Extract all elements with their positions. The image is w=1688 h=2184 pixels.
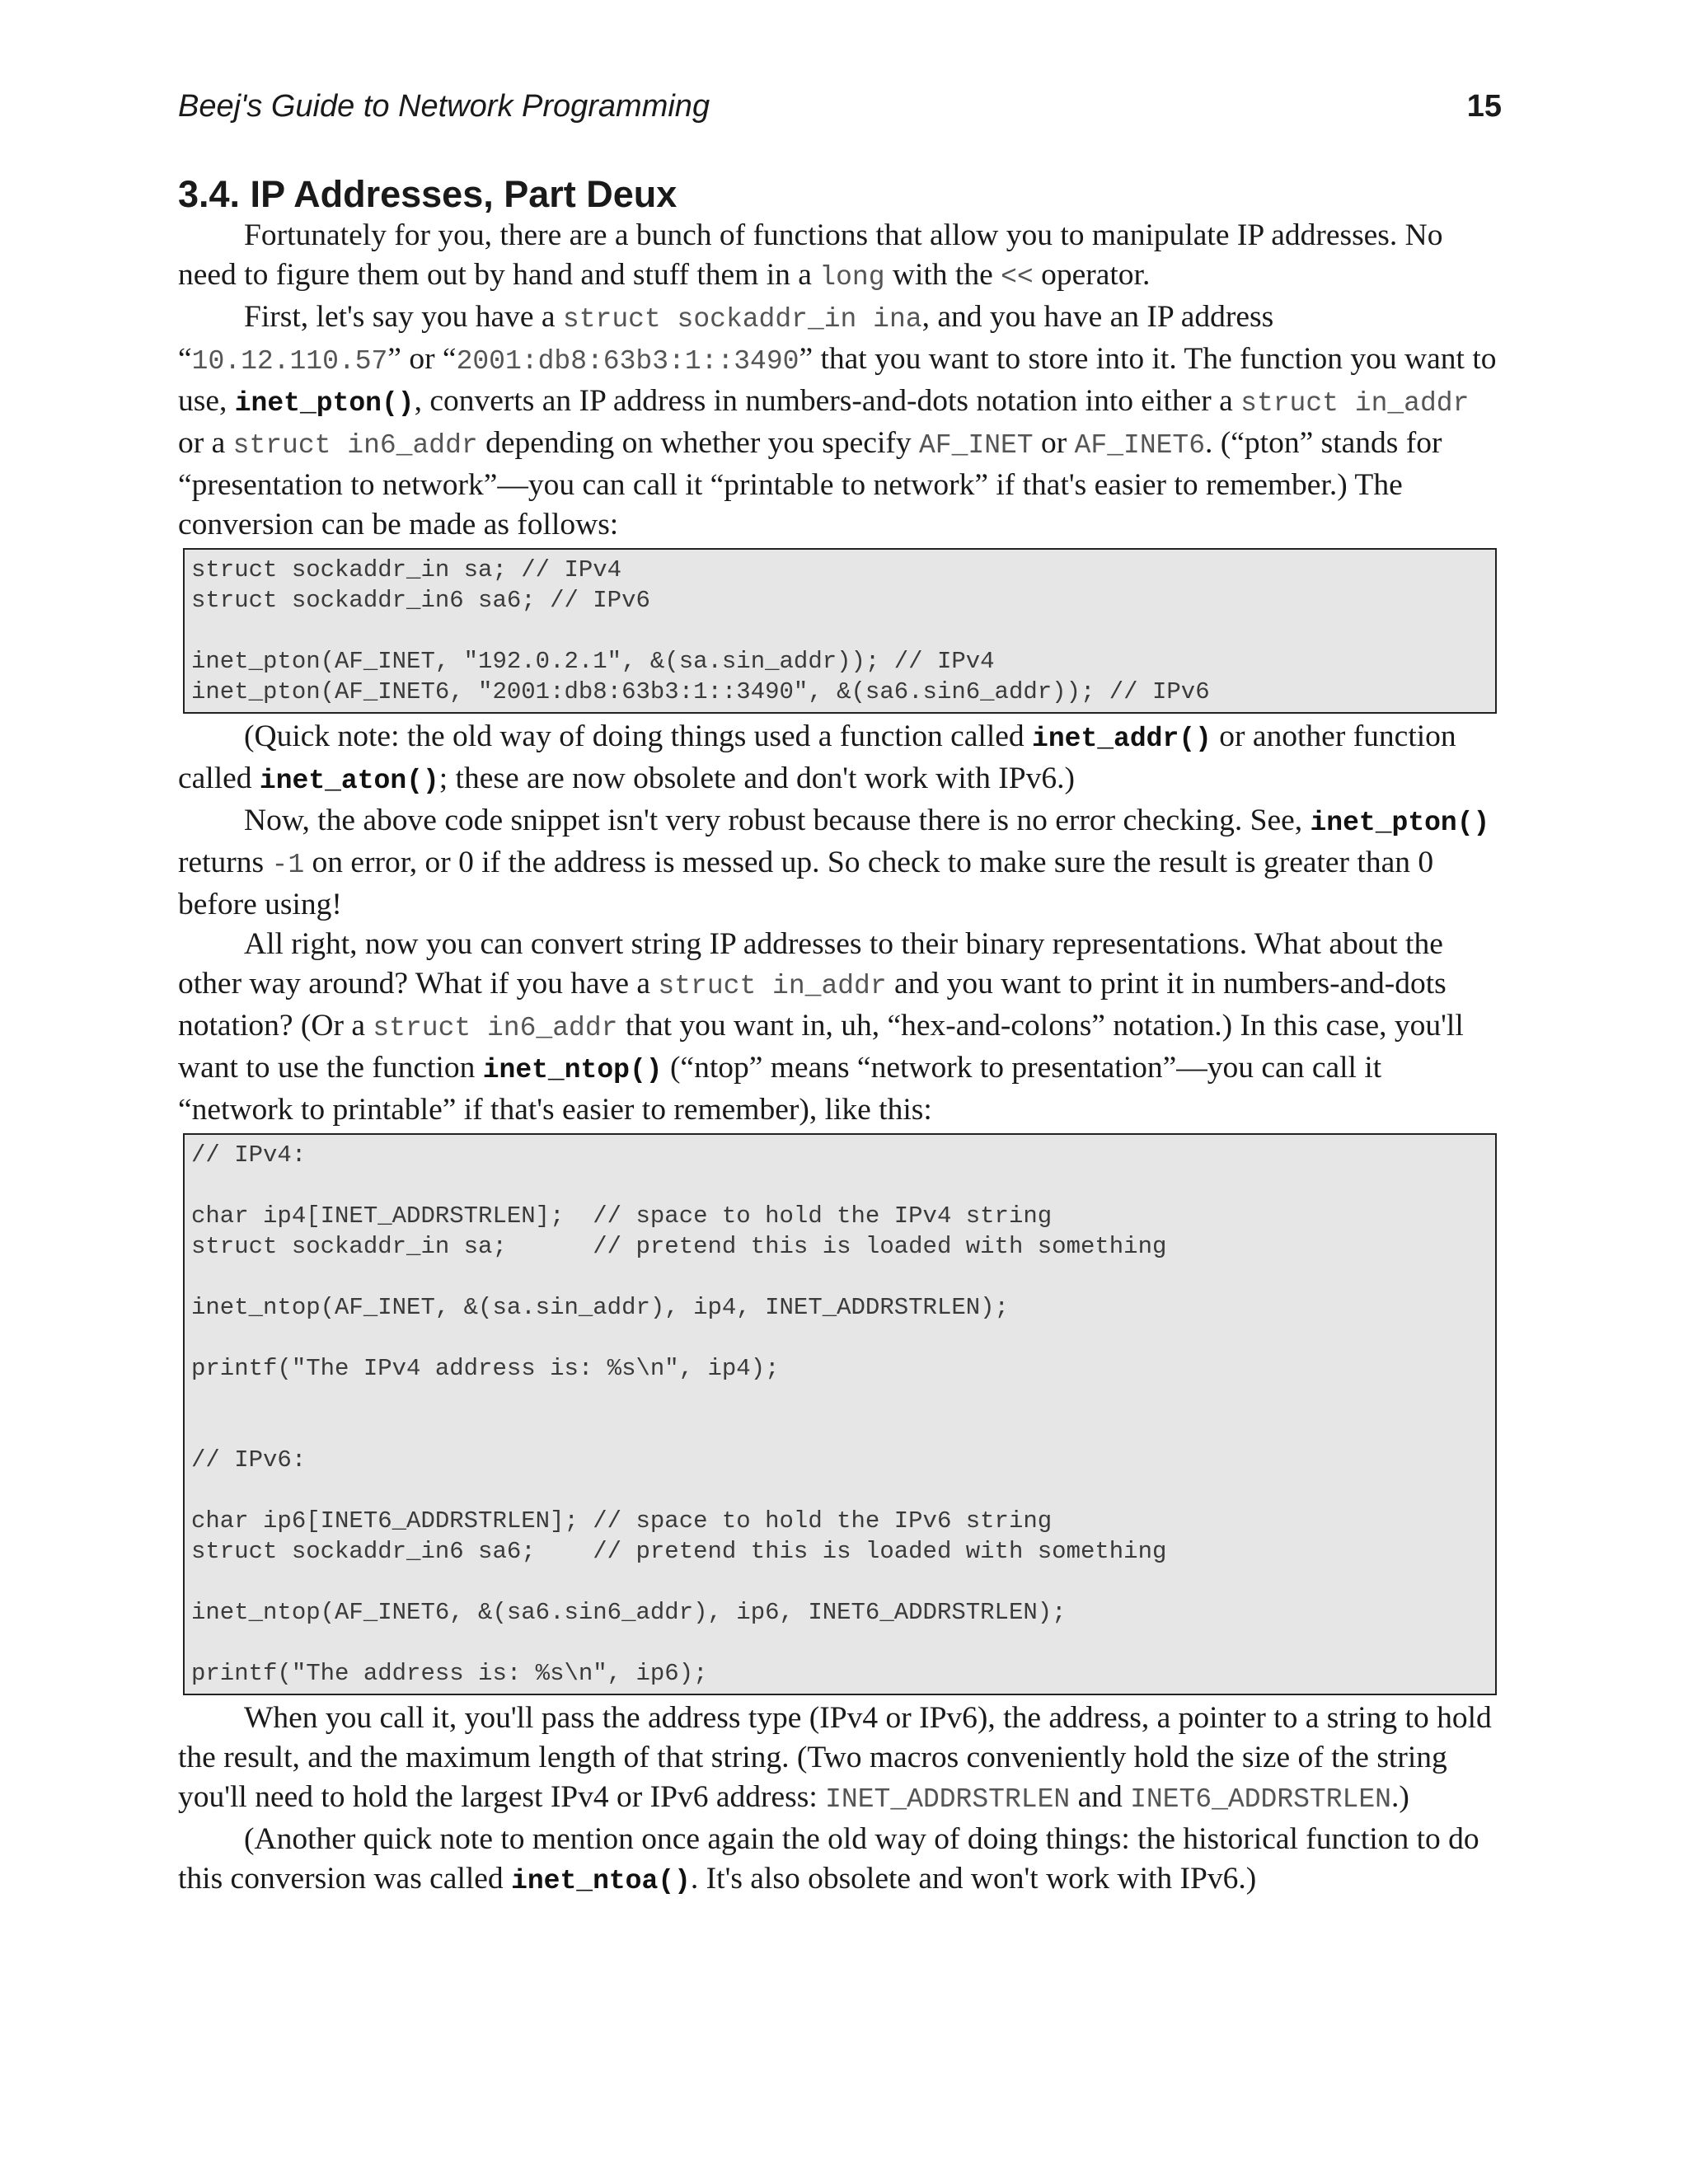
paragraph-4: Now, the above code snippet isn't very robust because there is no error checking. See, inet_pton() returns -1 on error, or 0 if the address is messed up. So check to make sure the result is greater than 0 before using! <box>178 804 1490 921</box>
paragraph-3: (Quick note: the old way of doing things used a function called inet_addr() or another function called inet_aton(); these are now obsolete and don't work with IPv6.) <box>178 719 1456 796</box>
inline-code: struct in6_addr <box>373 1013 618 1043</box>
page-number: 15 <box>1466 89 1502 124</box>
code-line: inet_pton(AF_INET, "192.0.2.1", &(sa.sin_addr)); // IPv4 <box>191 648 995 675</box>
code-line: struct sockaddr_in6 sa6; // pretend this is loaded with something <box>191 1538 1167 1565</box>
code-line <box>191 1628 1489 1658</box>
code-line: printf("The IPv4 address is: %s\n", ip4); <box>191 1355 780 1382</box>
code-line: struct sockaddr_in sa; // pretend this is loaded with something <box>191 1233 1167 1260</box>
code-line <box>191 1384 1489 1414</box>
code-line <box>191 1475 1489 1506</box>
inline-code: struct sockaddr_in ina <box>562 304 922 335</box>
inline-code: 10.12.110.57 <box>191 346 388 377</box>
inline-code: << <box>1001 262 1034 293</box>
inline-code: struct in_addr <box>1240 388 1470 419</box>
code-line <box>191 1567 1489 1597</box>
code-block-ntop <box>183 1133 1497 1695</box>
code-line: // IPv4: <box>191 1141 307 1169</box>
function-name: inet_ntop() <box>482 1055 663 1085</box>
code-line: printf("The address is: %s\n", ip6); <box>191 1660 708 1687</box>
function-name: inet_pton() <box>234 388 415 419</box>
code-line <box>191 1323 1489 1353</box>
inline-code: struct in_addr <box>658 971 887 1001</box>
paragraph-1: Fortunately for you, there are a bunch of functions that allow you to manipulate IP addresses. No need to figure them out by hand and stuff them in a long with the << operator. <box>178 218 1443 293</box>
inline-code: long <box>819 262 885 293</box>
code-line: // IPv6: <box>191 1446 307 1474</box>
paragraph-2: First, let's say you have a struct sockaddr_in ina, and you have an IP address “10.12.110.57” or “2001:db8:63b3:1::3490” that you want to store into it. The function you want to use, inet_pton(), converts an IP address in numbers-and-dots notation into either a struct in_addr or a struct in6_addr depending on whether you specify AF_INET or AF_INET6. (“pton” stands for “presentation to network”—you can call it “printable to network” if that's easier to remember.) The conversion can be made as follows: <box>178 300 1497 541</box>
code-line: inet_ntop(AF_INET6, &(sa6.sin6_addr), ip6, INET6_ADDRSTRLEN); <box>191 1599 1067 1626</box>
running-header <box>178 89 1502 138</box>
paragraph-6: When you call it, you'll pass the address type (IPv4 or IPv6), the address, a pointer to a string to hold the result, and the maximum length of that string. (Two macros conveniently hold the size of the string you'll need to hold the largest IPv4 or IPv6 address: INET_ADDRSTRLEN and INET6_ADDRSTRLEN.) <box>178 1701 1492 1815</box>
inline-code: -1 <box>271 850 305 880</box>
code-line: inet_ntop(AF_INET, &(sa.sin_addr), ip4, INET_ADDRSTRLEN); <box>191 1294 1009 1321</box>
paragraph-7: (Another quick note to mention once again the old way of doing things: the historical function to do this conversion was called inet_ntoa(). It's also obsolete and won't work with IPv6.) <box>178 1822 1479 1896</box>
code-line <box>191 1262 1489 1292</box>
code-line: struct sockaddr_in6 sa6; // IPv6 <box>191 587 650 614</box>
document-page <box>178 89 1502 1901</box>
function-name: inet_addr() <box>1032 724 1212 754</box>
code-line <box>191 616 1489 646</box>
inline-code: 2001:db8:63b3:1::3490 <box>456 346 799 377</box>
inline-code: AF_INET6 <box>1074 430 1206 461</box>
paragraph-5: All right, now you can convert string IP addresses to their binary representations. What about the other way around? What if you have a struct in_addr and you want to print it in numbers-and-dots notation? (Or a struct in6_addr that you want in, uh, “hex-and-colons” notation.) In this case, you'll want to use the function inet_ntop() (“ntop” means “network to presentation”—you can call it “network to printable” if that's easier to remember), like this: <box>178 927 1464 1127</box>
function-name: inet_ntoa() <box>511 1866 691 1896</box>
function-name: inet_aton() <box>259 766 439 796</box>
inline-code: INET_ADDRSTRLEN <box>825 1784 1071 1815</box>
function-name: inet_pton() <box>1310 808 1490 838</box>
inline-code: AF_INET <box>918 430 1034 461</box>
code-line: struct sockaddr_in sa; // IPv4 <box>191 556 622 583</box>
code-line <box>191 1414 1489 1445</box>
running-title: Beej's Guide to Network Programming <box>178 89 710 124</box>
code-block-pton <box>183 548 1497 714</box>
inline-code: INET6_ADDRSTRLEN <box>1130 1784 1391 1815</box>
section-heading: 3.4. IP Addresses, Part Deux <box>178 173 678 215</box>
code-line <box>191 1170 1489 1201</box>
code-line: inet_pton(AF_INET6, "2001:db8:63b3:1::3490", &(sa6.sin6_addr)); // IPv6 <box>191 678 1210 705</box>
code-line: char ip6[INET6_ADDRSTRLEN]; // space to hold the IPv6 string <box>191 1507 1053 1535</box>
code-line: char ip4[INET_ADDRSTRLEN]; // space to hold the IPv4 string <box>191 1202 1053 1230</box>
inline-code: struct in6_addr <box>232 430 478 461</box>
